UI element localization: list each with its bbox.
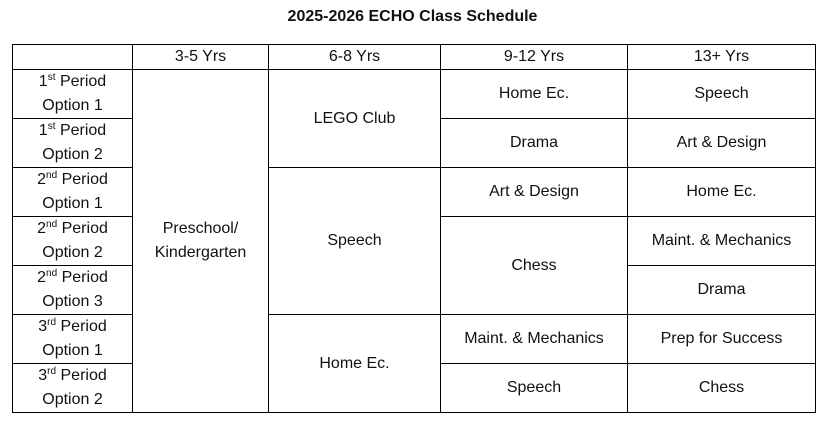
cell-13-plus: Drama: [628, 266, 816, 315]
cell-9-12: Chess: [441, 217, 628, 315]
header-6-8: 6-8 Yrs: [269, 45, 441, 70]
header-blank: [13, 45, 133, 70]
cell-6-8: Speech: [269, 168, 441, 315]
cell-13-plus: Art & Design: [628, 119, 816, 168]
cell-9-12: Art & Design: [441, 168, 628, 217]
cell-13-plus: Prep for Success: [628, 315, 816, 364]
cell-3-5: Preschool/ Kindergarten: [133, 70, 269, 413]
cell-9-12: Speech: [441, 364, 628, 413]
period-label: 1st Period Option 1: [13, 70, 133, 119]
period-label: 1st Period Option 2: [13, 119, 133, 168]
cell-13-plus: Home Ec.: [628, 168, 816, 217]
cell-6-8: LEGO Club: [269, 70, 441, 168]
cell-13-plus: Speech: [628, 70, 816, 119]
cell-9-12: Maint. & Mechanics: [441, 315, 628, 364]
period-label: 3rd Period Option 2: [13, 364, 133, 413]
period-label: 3rd Period Option 1: [13, 315, 133, 364]
period-label: 2nd Period Option 1: [13, 168, 133, 217]
cell-6-8: Home Ec.: [269, 315, 441, 413]
header-9-12: 9-12 Yrs: [441, 45, 628, 70]
table-row: [13, 70, 816, 119]
schedule-table: [12, 44, 816, 413]
cell-13-plus: Chess: [628, 364, 816, 413]
header-3-5: 3-5 Yrs: [133, 45, 269, 70]
cell-13-plus: Maint. & Mechanics: [628, 217, 816, 266]
page-title: 2025-2026 ECHO Class Schedule: [287, 8, 538, 25]
cell-9-12: Home Ec.: [441, 70, 628, 119]
period-label: 2nd Period Option 3: [13, 266, 133, 315]
header-13-plus: 13+ Yrs: [628, 45, 816, 70]
period-label: 2nd Period Option 2: [13, 217, 133, 266]
cell-9-12: Drama: [441, 119, 628, 168]
header-row: [13, 45, 816, 70]
